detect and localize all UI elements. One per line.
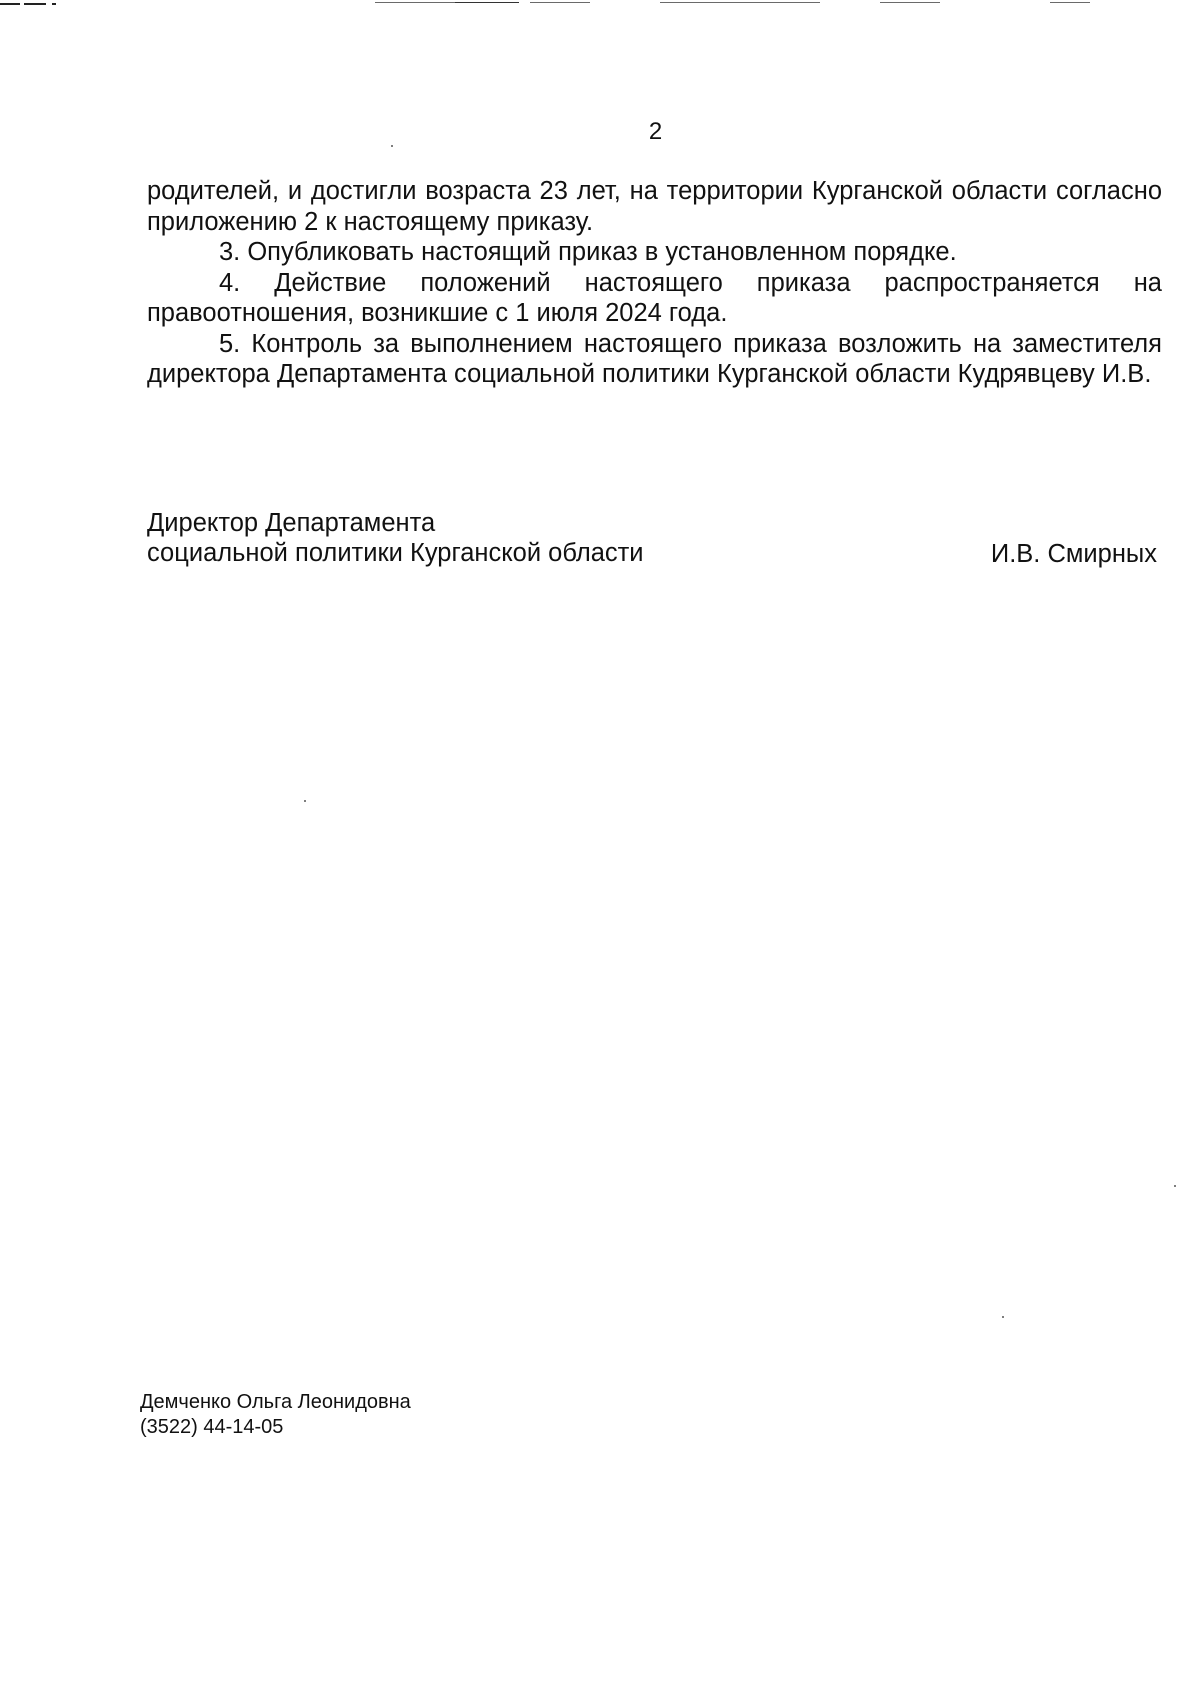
paragraph-continuation: родителей, и достигли возраста 23 лет, на территории Курганской области согласно приложению 2 к настоящему приказу. (147, 177, 1162, 236)
executor-info (140, 1390, 411, 1440)
executor-name: Демченко Ольга Леонидовна (140, 1391, 411, 1413)
scan-artifact (880, 2, 940, 3)
signatory-title-line-2: социальной политики Курганской области (147, 539, 644, 567)
scan-speck (1002, 1316, 1004, 1318)
document-body (147, 176, 1162, 390)
scan-artifact (455, 2, 519, 3)
scan-artifact (530, 2, 590, 3)
signatory-title-line-1: Директор Департамента (147, 509, 436, 537)
signatory-name: И.В. Смирных (990, 540, 1157, 568)
scan-artifact (660, 2, 820, 3)
scan-speck (1174, 1185, 1176, 1187)
executor-phone: (3522) 44-14-05 (140, 1416, 284, 1438)
paragraph-item-3: 3. Опубликовать настоящий приказ в установленном порядке. (219, 238, 957, 266)
paragraph-item-4: 4. Действие положений настоящего приказа распространяется на правоотношения, возникшие с 1 июля 2024 года. (147, 268, 1162, 327)
scan-speck (304, 800, 306, 802)
scan-artifact (375, 2, 455, 3)
scan-artifact (24, 3, 46, 5)
signature-block (147, 508, 1157, 568)
scan-artifact (0, 3, 20, 5)
paragraph-item-5: 5. Контроль за выполнением настоящего приказа возложить на заместителя директора Департамента социальной политики Курганской области Кудрявцеву И.В. (147, 329, 1162, 388)
scan-artifact (52, 3, 56, 5)
page-number: 2 (648, 118, 663, 145)
scan-artifact (1050, 2, 1090, 3)
